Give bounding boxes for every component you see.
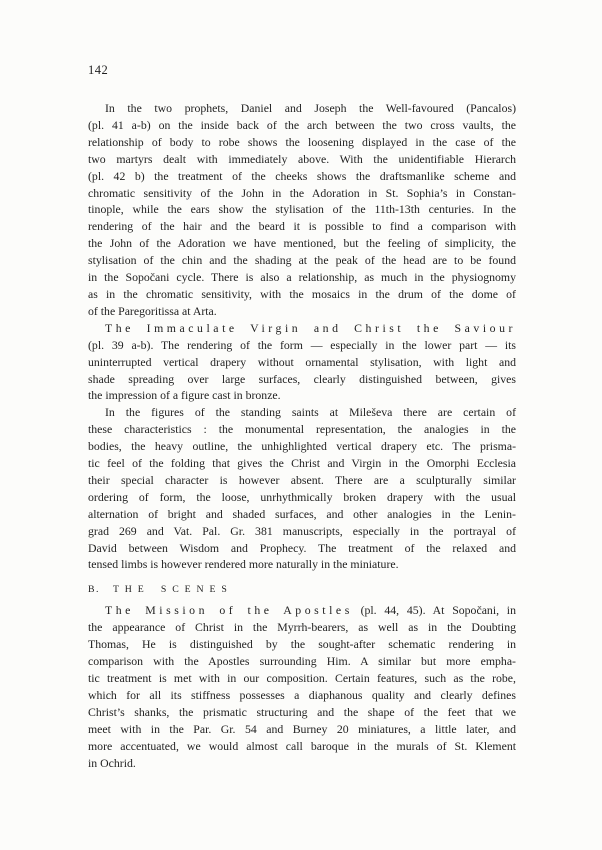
- text-line: [88, 583, 516, 596]
- plain-text: (pl. 44, 45). At Sopočani, in: [352, 603, 516, 618]
- plain-text: relationship of body to robe shows the loosening displayed in the case of the: [88, 134, 516, 149]
- text-line: [88, 269, 516, 286]
- text-line: [88, 602, 516, 619]
- text-line: [88, 523, 516, 540]
- text-line: [88, 303, 516, 320]
- text-line: [88, 636, 516, 653]
- letterspaced-phrase: The Immaculate Virgin and Christ the Saviour: [105, 320, 516, 335]
- text-line: [88, 540, 516, 557]
- plain-text: meet with in the Par. Gr. 54 and Burney 20 miniatures, a little later, and: [88, 721, 516, 736]
- paragraph: [88, 320, 516, 405]
- text-line: [88, 489, 516, 506]
- plain-text: which for all its stiffness possesses a diaphanous quality and clearly defines: [88, 687, 516, 702]
- plain-text: these characteristics : the monumental representation, the analogies in the: [88, 422, 516, 437]
- text-line: [88, 556, 516, 573]
- text-line: [88, 506, 516, 523]
- text-line: [88, 218, 516, 235]
- text-line: [88, 337, 516, 354]
- text-line: [88, 201, 516, 218]
- plain-text: tinople, while the ears show the stylisation of the 11th-13th centuries. In the: [88, 202, 516, 217]
- plain-text: two martyrs dealt with immediately above. With the unidentifiable Hierarch: [88, 151, 516, 166]
- plain-text: ordering of form, the loose, unrhythmically broken drapery with the usual: [88, 489, 516, 504]
- text-line: [88, 387, 516, 404]
- plain-text: as in the chromatic sensitivity, with the mosaics in the drum of the dome of: [88, 286, 516, 301]
- text-line: [88, 472, 516, 489]
- paragraph: [88, 100, 516, 320]
- plain-text: David between Wisdom and Prophecy. The treatment of the relaxed and: [88, 540, 516, 555]
- text-line: [88, 670, 516, 687]
- text-line: [88, 134, 516, 151]
- plain-text: tic treatment is met with in our composition. Certain features, such as the robe,: [88, 671, 516, 685]
- plain-text: tensed limbs is however rendered more naturally in the miniature.: [88, 557, 399, 572]
- plain-text: the John of the Adoration we have mentioned, but the feeling of simplicity, the: [88, 236, 516, 251]
- text-line: [88, 320, 516, 337]
- plain-text: the appearance of Christ in the Myrrh-bearers, as well as in the Doubting: [88, 620, 516, 635]
- text-column: [88, 100, 516, 771]
- paragraph: [88, 404, 516, 573]
- text-line: [88, 404, 516, 421]
- plain-text: (pl. 39 a-b). The rendering of the form — especially in the lower part — its: [88, 337, 516, 352]
- text-line: [88, 653, 516, 670]
- page-number: 142: [88, 63, 109, 77]
- text-block: [88, 63, 516, 771]
- plain-text: In the two prophets, Daniel and Joseph the Well-favoured (Pancalos): [105, 101, 516, 115]
- plain-text: rendering of the hair and the beard it is possible to find a comparison with: [88, 219, 516, 234]
- plain-text: comparison with the Apostles surrounding Him. A similar but more empha-: [88, 654, 516, 669]
- text-line: [88, 687, 516, 704]
- text-line: [88, 738, 516, 755]
- plain-text: chromatic sensitivity of the John in the Adoration in St. Sophia’s in Constan-: [88, 185, 516, 200]
- plain-text: alternation of bright and shaded surfaces, and other analogies in the Lenin-: [88, 506, 516, 521]
- paragraph: [88, 602, 516, 771]
- plain-text: tic feel of the folding that gives the Christ and Virgin in the Omorphi Ecclesia: [88, 456, 516, 471]
- plain-text: Christ’s shanks, the prismatic structuring and the shape of the feet that we: [88, 704, 516, 719]
- plain-text: their special character is however absent. There are a sculpturally similar: [88, 472, 516, 487]
- text-line: [88, 421, 516, 438]
- text-line: [88, 286, 516, 303]
- plain-text: more accentuated, we would almost call baroque in the murals of St. Klement: [88, 738, 516, 753]
- text-line: [88, 455, 516, 472]
- letterspaced-phrase: THE SCENES: [112, 584, 233, 596]
- letterspaced-phrase: The Mission of the Apostles: [105, 603, 353, 618]
- section-heading: [88, 583, 516, 596]
- plain-text: (pl. 41 a-b) on the inside back of the arch between the two cross vaults, the: [88, 117, 516, 132]
- plain-text: (pl. 42 b) the treatment of the cheeks shows the draftsmanlike scheme and: [88, 168, 516, 183]
- text-line: [88, 185, 516, 202]
- plain-text: of the Paregoritissa at Arta.: [88, 303, 217, 318]
- text-line: [88, 755, 516, 772]
- text-line: [88, 438, 516, 455]
- plain-text: the impression of a figure cast in bronze.: [88, 388, 281, 403]
- text-line: [88, 371, 516, 388]
- text-line: [88, 252, 516, 269]
- plain-text: in Ochrid.: [88, 755, 136, 770]
- text-line: [88, 151, 516, 168]
- text-line: [88, 117, 516, 134]
- plain-text: bodies, the heavy outline, the unhighlighted vertical drapery etc. The prisma-: [88, 439, 516, 454]
- text-line: [88, 235, 516, 252]
- text-line: [88, 619, 516, 636]
- plain-text: shade spreading over large surfaces, clearly distinguished between, gives: [88, 371, 516, 386]
- plain-text: grad 269 and Vat. Pal. Gr. 381 manuscripts, especially in the portrayal of: [88, 523, 516, 538]
- letterspaced-phrase: B.: [88, 584, 100, 596]
- plain-text: uninterrupted vertical drapery without ornamental stylisation, with light and: [88, 354, 516, 369]
- plain-text: in the Sopočani cycle. There is also a relationship, as much in the physiognomy: [88, 270, 516, 285]
- text-line: [88, 100, 516, 117]
- plain-text: stylisation of the chin and the shading at the peak of the head are to be found: [88, 253, 516, 268]
- plain-text: Thomas, He is distinguished by the sought-after schematic rendering in: [88, 637, 516, 652]
- text-line: [88, 721, 516, 738]
- text-line: [88, 704, 516, 721]
- text-line: [88, 354, 516, 371]
- text-line: [88, 168, 516, 185]
- plain-text: In the figures of the standing saints at Mileševa there are certain of: [105, 405, 516, 420]
